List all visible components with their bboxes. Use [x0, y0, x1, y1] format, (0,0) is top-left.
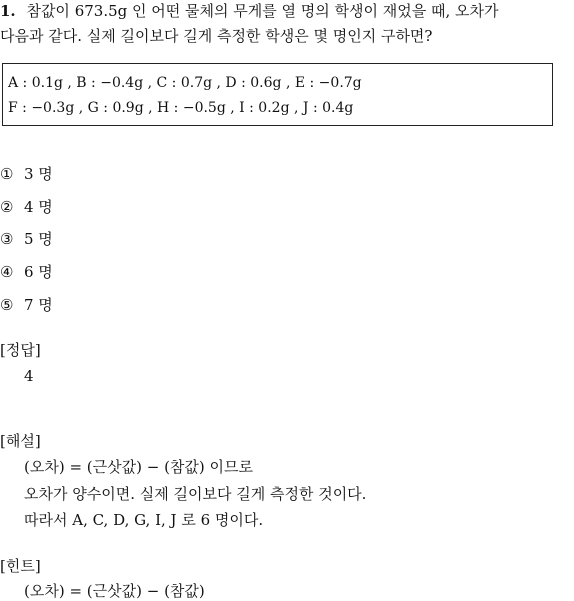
option-mark: ⑤ — [0, 296, 14, 314]
option-mark: ① — [0, 165, 14, 183]
option-2[interactable] — [0, 197, 53, 217]
question-line-1 — [0, 1, 498, 21]
answer-label: [정답] — [0, 341, 41, 359]
hint-label: [힌트] — [0, 557, 41, 575]
explanation-line-1: (오차) = (근삿값) − (참값) 이므로 — [24, 458, 253, 476]
answer-value: 4 — [24, 367, 34, 385]
explanation-line-2: 오차가 양수이면. 실제 길이보다 길게 측정한 것이다. — [24, 485, 367, 503]
option-mark: ④ — [0, 263, 14, 281]
option-text: 3 명 — [24, 165, 53, 183]
option-3[interactable] — [0, 229, 53, 249]
hint-line-1: (오차) = (근삿값) − (참값) — [24, 582, 205, 600]
option-text: 5 명 — [24, 230, 53, 248]
explanation-line-3: 따라서 A, C, D, G, I, J 로 6 명이다. — [24, 511, 264, 529]
data-row-2: F : −0.3g , G : 0.9g , H : −0.5g , I : 0.2g , J : 0.4g — [8, 100, 354, 116]
option-text: 4 명 — [24, 198, 53, 216]
option-5[interactable] — [0, 295, 53, 315]
option-1[interactable] — [0, 164, 53, 184]
option-text: 7 명 — [24, 296, 53, 314]
explanation-label: [해설] — [0, 432, 41, 450]
data-row-1: A : 0.1g , B : −0.4g , C : 0.7g , D : 0.6g , E : −0.7g — [8, 75, 362, 91]
option-text: 6 명 — [24, 263, 53, 281]
option-4[interactable] — [0, 262, 53, 282]
data-box — [2, 63, 553, 126]
question-line-2: 다음과 같다. 실제 길이보다 길게 측정한 학생은 몇 명인지 구하면? — [0, 27, 433, 45]
option-mark: ② — [0, 198, 14, 216]
question-text-1: 참값이 673.5g 인 어떤 물체의 무게를 열 명의 학생이 재었을 때, 오차가 — [26, 2, 499, 20]
option-mark: ③ — [0, 230, 14, 248]
question-number: 1. — [0, 2, 16, 20]
